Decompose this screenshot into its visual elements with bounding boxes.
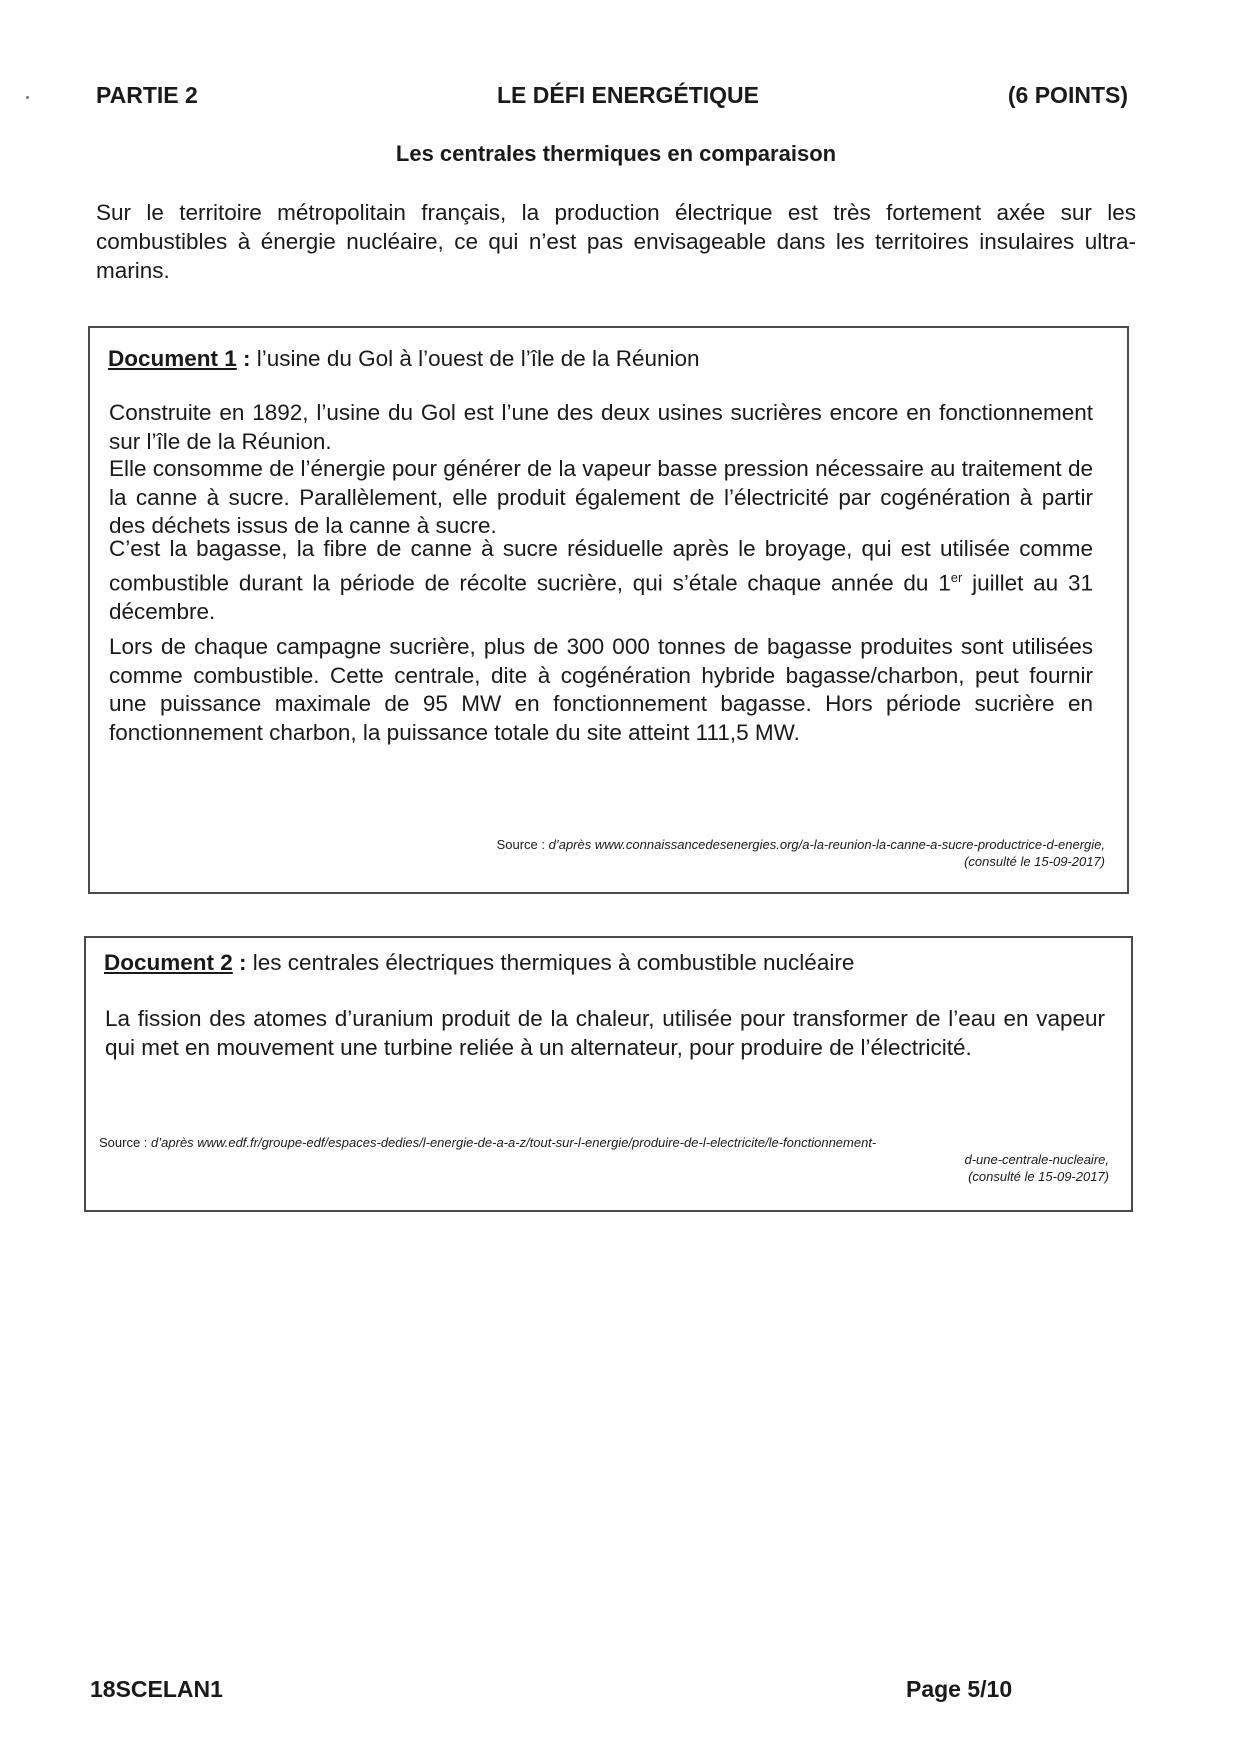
document-1-label: Document 1 [108,346,237,371]
document-1-source-date: (consulté le 15-09-2017) [964,854,1105,869]
document-1-source-url: d’après www.connaissancedesenergies.org/a-la-reunion-la-canne-a-sucre-productrice-d-energie, [544,837,1105,852]
document-2-source-label: Source : [99,1135,148,1150]
exam-code: 18SCELAN1 [90,1676,223,1702]
document-2-source-url: d’après www.edf.fr/groupe-edf/espaces-dedies/l-energie-de-a-a-z/tout-sur-l-energie/produire-de-l-electricite/le-fonctionnement- [147,1135,877,1150]
page-title: LE DÉFI ENERGÉTIQUE [497,82,759,108]
document-2-source-url-cont: d-une-centrale-nucleaire, [964,1152,1109,1167]
document-1-paragraph-3-text: C’est la bagasse, la fibre de canne à sucre résiduelle après le broyage, qui est utilisée comme combustible durant la période de récolte sucrière, qui s’étale chaque année du 1 [109,536,1093,595]
document-1-source [205,836,1105,870]
document-1-heading [108,346,700,372]
part-label: PARTIE 2 [96,82,198,108]
document-2-paragraph-1: La fission des atomes d’uranium produit de la chaleur, utilisée pour transformer de l’eau en vapeur qui met en mouvement une turbine reliée à un alternateur, pour produire de l’électricité. [105,1006,1105,1060]
section-subtitle: Les centrales thermiques en comparaison [395,141,837,166]
document-1-title: l’usine du Gol à l’ouest de l’île de la Réunion [250,346,700,371]
document-2-source [99,1134,1109,1185]
document-1-paragraph-1: Construite en 1892, l’usine du Gol est l’une des deux usines sucrières encore en fonctionnement sur l’île de la Réunion. [109,400,1093,454]
document-1-paragraph-3 [109,535,1093,626]
document-1-source-label: Source : [496,837,545,852]
document-1-paragraph-2: Elle consomme de l’énergie pour générer de la vapeur basse pression nécessaire au traitement de la canne à sucre. Parallèlement, elle produit également de l’électricité par cogénération à partir des déchets issus de la canne à sucre. [109,456,1093,538]
document-1-paragraph-3-end: juillet au 31 décembre. [109,570,1093,624]
document-2-title: les centrales électriques thermiques à combustible nucléaire [246,950,855,975]
document-1-paragraph-3-sup: er [950,569,963,585]
document-2-label: Document 2 [104,950,233,975]
document-2-colon: : [232,950,247,975]
intro-paragraph: Sur le territoire métropolitain français, la production électrique est très fortement axée sur les combustibles à énergie nucléaire, ce qui n’est pas envisageable dans les territoires insulaires ultra-marins. [96,200,1136,283]
document-2-box [84,936,1133,1212]
page-number: Page 5/10 [906,1676,1013,1702]
document-1-colon: : [236,346,251,371]
document-1-box [88,326,1129,894]
document-1-paragraph-4: Lors de chaque campagne sucrière, plus de 300 000 tonnes de bagasse produites sont utilisées comme combustible. Cette centrale, dite à cogénération hybride bagasse/charbon, peut fournir une puissance maximale de 95 MW en fonctionnement bagasse. Hors période sucrière en fonctionnement charbon, la puissance totale du site atteint 111,5 MW. [109,634,1093,745]
document-2-source-date: (consulté le 15-09-2017) [968,1169,1109,1184]
points-label: (6 POINTS) [1007,82,1128,108]
document-2-heading [104,950,854,976]
